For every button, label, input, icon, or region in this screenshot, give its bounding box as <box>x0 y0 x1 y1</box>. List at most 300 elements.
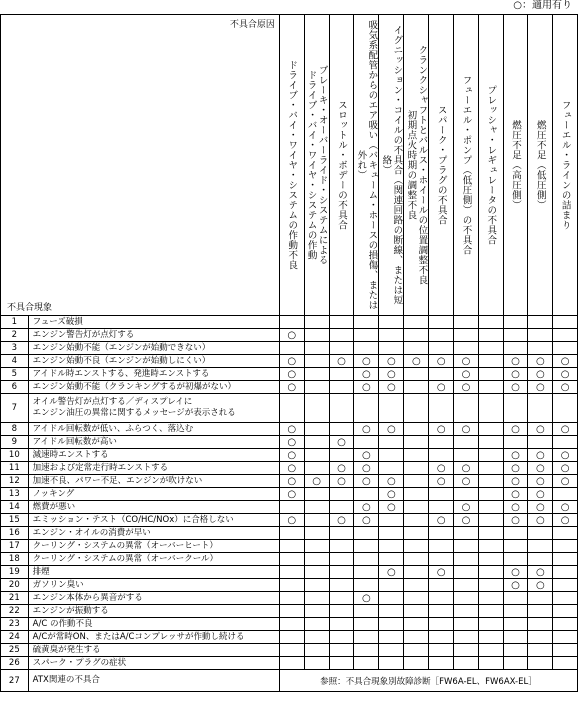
applicability-cell <box>503 566 528 579</box>
applicability-cell <box>304 501 329 514</box>
applicability-cell <box>553 394 578 423</box>
applicability-cell <box>329 394 354 423</box>
applicability-cell <box>553 475 578 488</box>
applicability-cell <box>279 355 304 368</box>
applicability-cell <box>553 592 578 605</box>
applicability-cell <box>354 423 379 436</box>
applicability-cell <box>429 329 454 342</box>
applicability-cell <box>528 540 553 553</box>
applicability-cell <box>429 368 454 381</box>
applicability-cell <box>279 423 304 436</box>
phenomenon-label: エンジン本体から異音がする <box>28 592 279 605</box>
table-row <box>1 381 578 394</box>
applicability-cell <box>304 342 329 355</box>
applicability-cell <box>304 436 329 449</box>
applicability-cell <box>404 540 429 553</box>
cause-header <box>478 15 503 316</box>
applicability-cell <box>279 462 304 475</box>
applicability-cell <box>279 592 304 605</box>
matrix-body <box>1 316 578 692</box>
applicability-cell <box>454 381 479 394</box>
applicable-mark: ○ <box>287 449 297 461</box>
applicability-cell <box>503 605 528 618</box>
applicability-cell <box>454 342 479 355</box>
applicability-cell <box>454 553 479 566</box>
applicability-cell <box>379 329 404 342</box>
applicability-cell <box>478 527 503 540</box>
table-row <box>1 540 578 553</box>
table-row <box>1 462 578 475</box>
cause-label: スパーク・プラグの不具合 <box>435 105 447 225</box>
phenomenon-label: A/C の作動不良 <box>28 618 279 631</box>
applicable-mark: ○ <box>287 355 297 367</box>
applicability-cell <box>379 316 404 329</box>
row-number: 23 <box>1 618 29 631</box>
applicability-cell <box>404 449 429 462</box>
applicability-cell <box>279 316 304 329</box>
table-row <box>1 488 578 501</box>
applicability-cell <box>454 631 479 644</box>
applicability-cell <box>379 381 404 394</box>
table-row <box>1 342 578 355</box>
applicability-cell <box>354 475 379 488</box>
applicability-cell <box>404 501 429 514</box>
applicability-cell <box>553 488 578 501</box>
applicability-cell <box>503 449 528 462</box>
applicability-cell <box>304 368 329 381</box>
applicable-mark: ○ <box>287 381 297 393</box>
applicability-cell <box>478 553 503 566</box>
applicability-cell <box>304 579 329 592</box>
applicable-mark: ○ <box>511 579 520 591</box>
applicability-cell <box>478 501 503 514</box>
applicability-cell <box>329 329 354 342</box>
applicability-cell <box>379 657 404 670</box>
row-number: 20 <box>1 579 29 592</box>
applicability-cell <box>429 423 454 436</box>
phenomenon-label: エンジン始動不良（エンジンが始動しにくい） <box>28 355 279 368</box>
applicability-cell <box>329 355 354 368</box>
applicable-mark: ○ <box>436 514 446 526</box>
applicability-cell <box>354 462 379 475</box>
applicability-cell <box>279 605 304 618</box>
applicable-mark: ○ <box>560 514 570 526</box>
applicability-cell <box>379 342 404 355</box>
applicable-mark: ○ <box>287 368 297 380</box>
applicable-mark: ○ <box>361 381 371 393</box>
applicability-cell <box>329 449 354 462</box>
applicability-cell <box>478 394 503 423</box>
applicability-cell <box>503 394 528 423</box>
applicability-cell <box>528 475 553 488</box>
applicability-cell <box>528 618 553 631</box>
applicability-cell <box>354 540 379 553</box>
applicable-mark: ○ <box>461 462 471 474</box>
applicability-cell <box>528 423 553 436</box>
phenomenon-label: クーリング・システムの異常（オーバーヒート） <box>28 540 279 553</box>
phenomenon-label: スパーク・プラグの症状 <box>28 657 279 670</box>
applicability-cell <box>528 394 553 423</box>
applicable-mark: ○ <box>287 329 297 341</box>
phenomenon-label: エンジン・オイルの消費が早い <box>28 527 279 540</box>
applicable-mark: ○ <box>361 592 371 604</box>
applicability-cell <box>404 605 429 618</box>
phenomenon-label: ノッキング <box>28 488 279 501</box>
applicable-mark: ○ <box>386 501 396 513</box>
phenomenon-label: ATX関連の不具合 <box>28 670 279 692</box>
row-number: 16 <box>1 527 29 540</box>
applicability-cell <box>329 436 354 449</box>
applicability-cell <box>304 527 329 540</box>
applicability-cell <box>354 592 379 605</box>
row-number: 9 <box>1 436 29 449</box>
applicability-cell <box>454 592 479 605</box>
applicable-mark: ○ <box>337 475 346 487</box>
applicability-cell <box>379 462 404 475</box>
applicability-cell <box>478 329 503 342</box>
table-row <box>1 475 578 488</box>
applicability-cell <box>528 657 553 670</box>
cause-header <box>379 15 404 316</box>
applicability-cell <box>478 462 503 475</box>
cause-label: フューエル・ラインの詰まり <box>559 100 571 230</box>
row-number: 2 <box>1 329 29 342</box>
applicable-mark: ○ <box>535 501 545 513</box>
applicability-cell <box>404 566 429 579</box>
cause-label: スロットル・ボデーの不具合 <box>335 100 347 230</box>
applicable-mark: ○ <box>535 579 545 591</box>
applicable-mark: ○ <box>535 449 545 461</box>
applicable-mark: ○ <box>535 423 545 435</box>
applicability-cell <box>553 579 578 592</box>
applicability-cell <box>478 488 503 501</box>
applicability-cell <box>454 355 479 368</box>
cause-header <box>304 15 329 316</box>
applicability-cell <box>404 488 429 501</box>
phenomenon-label: エンジン警告灯が点灯する <box>28 329 279 342</box>
applicability-cell <box>404 514 429 527</box>
applicability-cell <box>304 488 329 501</box>
applicability-cell <box>429 342 454 355</box>
applicable-mark: ○ <box>560 462 570 474</box>
table-row <box>1 618 578 631</box>
applicability-cell <box>379 527 404 540</box>
applicability-cell <box>279 436 304 449</box>
applicability-cell <box>454 329 479 342</box>
applicability-cell <box>528 579 553 592</box>
cause-title: 不具合原因 <box>229 20 275 30</box>
applicability-cell <box>379 501 404 514</box>
applicability-cell <box>553 644 578 657</box>
applicability-cell <box>503 316 528 329</box>
applicability-cell <box>478 355 503 368</box>
applicability-cell <box>354 566 379 579</box>
applicability-cell <box>279 342 304 355</box>
applicability-cell <box>354 644 379 657</box>
applicable-mark: ○ <box>535 368 545 380</box>
applicable-mark: ○ <box>535 381 545 393</box>
applicability-cell <box>279 501 304 514</box>
applicability-cell <box>553 566 578 579</box>
applicability-cell <box>454 488 479 501</box>
applicability-cell <box>404 436 429 449</box>
applicability-cell <box>379 566 404 579</box>
applicability-cell <box>404 579 429 592</box>
applicability-cell <box>379 423 404 436</box>
applicability-cell <box>429 501 454 514</box>
table-row <box>1 527 578 540</box>
applicability-cell <box>354 501 379 514</box>
applicable-mark: ○ <box>337 462 346 474</box>
applicability-cell <box>304 316 329 329</box>
applicability-cell <box>503 618 528 631</box>
applicability-cell <box>528 355 553 368</box>
row-number: 7 <box>1 394 29 423</box>
applicability-cell <box>404 592 429 605</box>
applicability-cell <box>379 394 404 423</box>
applicable-mark: ○ <box>361 475 371 487</box>
applicability-cell <box>304 329 329 342</box>
applicable-mark: ○ <box>511 423 520 435</box>
applicability-cell <box>329 462 354 475</box>
phenomenon-label: クーリング・システムの異常（オーバークール） <box>28 553 279 566</box>
applicability-cell <box>553 514 578 527</box>
applicability-cell <box>429 540 454 553</box>
applicable-mark: ○ <box>361 462 371 474</box>
applicable-mark: ○ <box>535 475 545 487</box>
applicability-cell <box>503 488 528 501</box>
applicability-cell <box>553 368 578 381</box>
applicable-mark: ○ <box>287 462 297 474</box>
applicability-cell <box>279 329 304 342</box>
cause-header <box>503 15 528 316</box>
table-row <box>1 368 578 381</box>
applicable-mark: ○ <box>436 423 446 435</box>
applicability-cell <box>478 605 503 618</box>
cause-header <box>429 15 454 316</box>
applicability-cell <box>329 657 354 670</box>
applicability-cell <box>553 423 578 436</box>
applicability-cell <box>528 368 553 381</box>
applicability-cell <box>454 368 479 381</box>
applicability-cell <box>553 381 578 394</box>
applicable-mark: ○ <box>535 514 545 526</box>
applicable-mark: ○ <box>337 436 346 448</box>
applicability-cell <box>454 644 479 657</box>
applicability-cell <box>279 618 304 631</box>
applicability-cell <box>454 527 479 540</box>
applicability-cell <box>528 436 553 449</box>
applicability-cell <box>478 514 503 527</box>
applicability-cell <box>404 355 429 368</box>
applicability-cell <box>503 514 528 527</box>
applicable-mark: ○ <box>511 462 520 474</box>
table-row <box>1 514 578 527</box>
applicability-cell <box>329 566 354 579</box>
applicability-cell <box>329 423 354 436</box>
applicability-cell <box>528 342 553 355</box>
applicability-cell <box>329 475 354 488</box>
applicability-cell <box>404 527 429 540</box>
applicability-cell <box>503 355 528 368</box>
row-number: 27 <box>1 670 29 692</box>
applicability-cell <box>304 644 329 657</box>
applicability-cell <box>379 355 404 368</box>
applicability-cell <box>478 342 503 355</box>
applicable-mark: ○ <box>386 566 396 578</box>
applicability-cell <box>454 423 479 436</box>
applicable-mark: ○ <box>287 423 297 435</box>
applicability-cell <box>454 514 479 527</box>
cause-label: イグニッション・コイルの不具合（関連回路の断線、または短絡） <box>380 25 403 305</box>
applicability-cell <box>503 501 528 514</box>
applicability-cell <box>329 316 354 329</box>
applicability-cell <box>503 540 528 553</box>
phenomenon-label: 加速および定常走行時エンストする <box>28 462 279 475</box>
applicable-mark: ○ <box>436 381 446 393</box>
applicability-cell <box>329 488 354 501</box>
applicability-cell <box>454 579 479 592</box>
applicability-cell <box>279 394 304 423</box>
table-row <box>1 592 578 605</box>
applicability-cell <box>553 657 578 670</box>
applicability-cell <box>379 592 404 605</box>
applicability-cell <box>553 618 578 631</box>
applicability-cell <box>279 381 304 394</box>
row-number: 4 <box>1 355 29 368</box>
applicability-cell <box>429 618 454 631</box>
table-row <box>1 394 578 423</box>
applicability-cell <box>503 462 528 475</box>
applicable-mark: ○ <box>511 368 520 380</box>
applicability-cell <box>528 488 553 501</box>
applicability-cell <box>354 394 379 423</box>
applicability-cell <box>503 592 528 605</box>
applicability-cell <box>304 514 329 527</box>
row-number: 14 <box>1 501 29 514</box>
applicable-mark: ○ <box>461 355 471 367</box>
cause-label: 吸気系配管からのエア吸い（バキューム・ホースの損傷、または外れ） <box>355 20 378 310</box>
table-row <box>1 316 578 329</box>
applicability-cell <box>478 618 503 631</box>
applicable-mark: ○ <box>560 423 570 435</box>
applicable-mark: ○ <box>560 368 570 380</box>
applicability-cell <box>304 449 329 462</box>
applicability-cell <box>553 605 578 618</box>
applicable-mark: ○ <box>511 514 520 526</box>
applicability-cell <box>379 540 404 553</box>
row-number: 17 <box>1 540 29 553</box>
cause-label: プレッシャ・レギュレータの不具合 <box>485 85 497 245</box>
applicability-cell <box>354 618 379 631</box>
applicability-cell <box>454 436 479 449</box>
phenomenon-label: フューズ破損 <box>28 316 279 329</box>
applicable-mark: ○ <box>461 423 471 435</box>
applicability-cell <box>553 436 578 449</box>
applicability-cell <box>429 436 454 449</box>
applicability-cell <box>503 475 528 488</box>
applicability-cell <box>404 423 429 436</box>
applicability-cell <box>454 449 479 462</box>
applicability-cell <box>553 449 578 462</box>
row-number: 10 <box>1 449 29 462</box>
applicability-cell <box>429 527 454 540</box>
applicability-cell <box>478 540 503 553</box>
applicability-cell <box>379 449 404 462</box>
applicable-mark: ○ <box>386 423 396 435</box>
applicability-cell <box>478 579 503 592</box>
applicability-cell <box>354 368 379 381</box>
applicability-cell <box>329 527 354 540</box>
table-row <box>1 566 578 579</box>
row-number: 25 <box>1 644 29 657</box>
table-row <box>1 501 578 514</box>
row-number: 3 <box>1 342 29 355</box>
applicability-cell <box>503 423 528 436</box>
table-row <box>1 579 578 592</box>
applicability-cell <box>404 553 429 566</box>
applicable-mark: ○ <box>287 475 297 487</box>
applicability-cell <box>329 631 354 644</box>
applicability-cell <box>478 381 503 394</box>
applicable-mark: ○ <box>535 488 545 500</box>
applicability-cell <box>553 527 578 540</box>
row-number: 18 <box>1 553 29 566</box>
cause-label: 燃圧不足（低圧側） <box>534 120 546 210</box>
phenomenon-label: 燃費が悪い <box>28 501 279 514</box>
applicability-cell <box>354 631 379 644</box>
applicability-cell <box>404 381 429 394</box>
applicability-cell <box>379 631 404 644</box>
phenomenon-label: A/Cが常時ON、またはA/Cコンプレッサが作動し続ける <box>28 631 279 644</box>
diagnosis-matrix <box>0 14 578 692</box>
applicable-mark: ○ <box>361 368 371 380</box>
table-row <box>1 449 578 462</box>
applicable-mark: ○ <box>560 475 570 487</box>
applicability-cell <box>379 553 404 566</box>
applicability-cell <box>379 618 404 631</box>
phenomenon-label: エンジンが振動する <box>28 605 279 618</box>
row-number: 11 <box>1 462 29 475</box>
applicability-cell <box>503 329 528 342</box>
applicability-cell <box>379 579 404 592</box>
applicability-cell <box>304 462 329 475</box>
applicable-mark: ○ <box>461 368 471 380</box>
applicability-cell <box>329 605 354 618</box>
applicability-cell <box>404 618 429 631</box>
applicability-cell <box>379 514 404 527</box>
table-row <box>1 423 578 436</box>
table-row <box>1 553 578 566</box>
phenomenon-label: ガソリン臭い <box>28 579 279 592</box>
applicability-cell <box>279 566 304 579</box>
applicability-cell <box>528 329 553 342</box>
applicability-cell <box>503 368 528 381</box>
applicability-cell <box>478 592 503 605</box>
applicability-cell <box>553 631 578 644</box>
applicability-cell <box>354 436 379 449</box>
table-row <box>1 670 578 692</box>
applicability-cell <box>503 631 528 644</box>
applicable-mark: ○ <box>511 501 520 513</box>
table-row <box>1 355 578 368</box>
applicability-cell <box>454 475 479 488</box>
applicable-mark: ○ <box>436 355 446 367</box>
applicability-cell <box>478 566 503 579</box>
applicability-cell <box>478 449 503 462</box>
applicable-mark: ○ <box>386 488 396 500</box>
cause-header <box>329 15 354 316</box>
